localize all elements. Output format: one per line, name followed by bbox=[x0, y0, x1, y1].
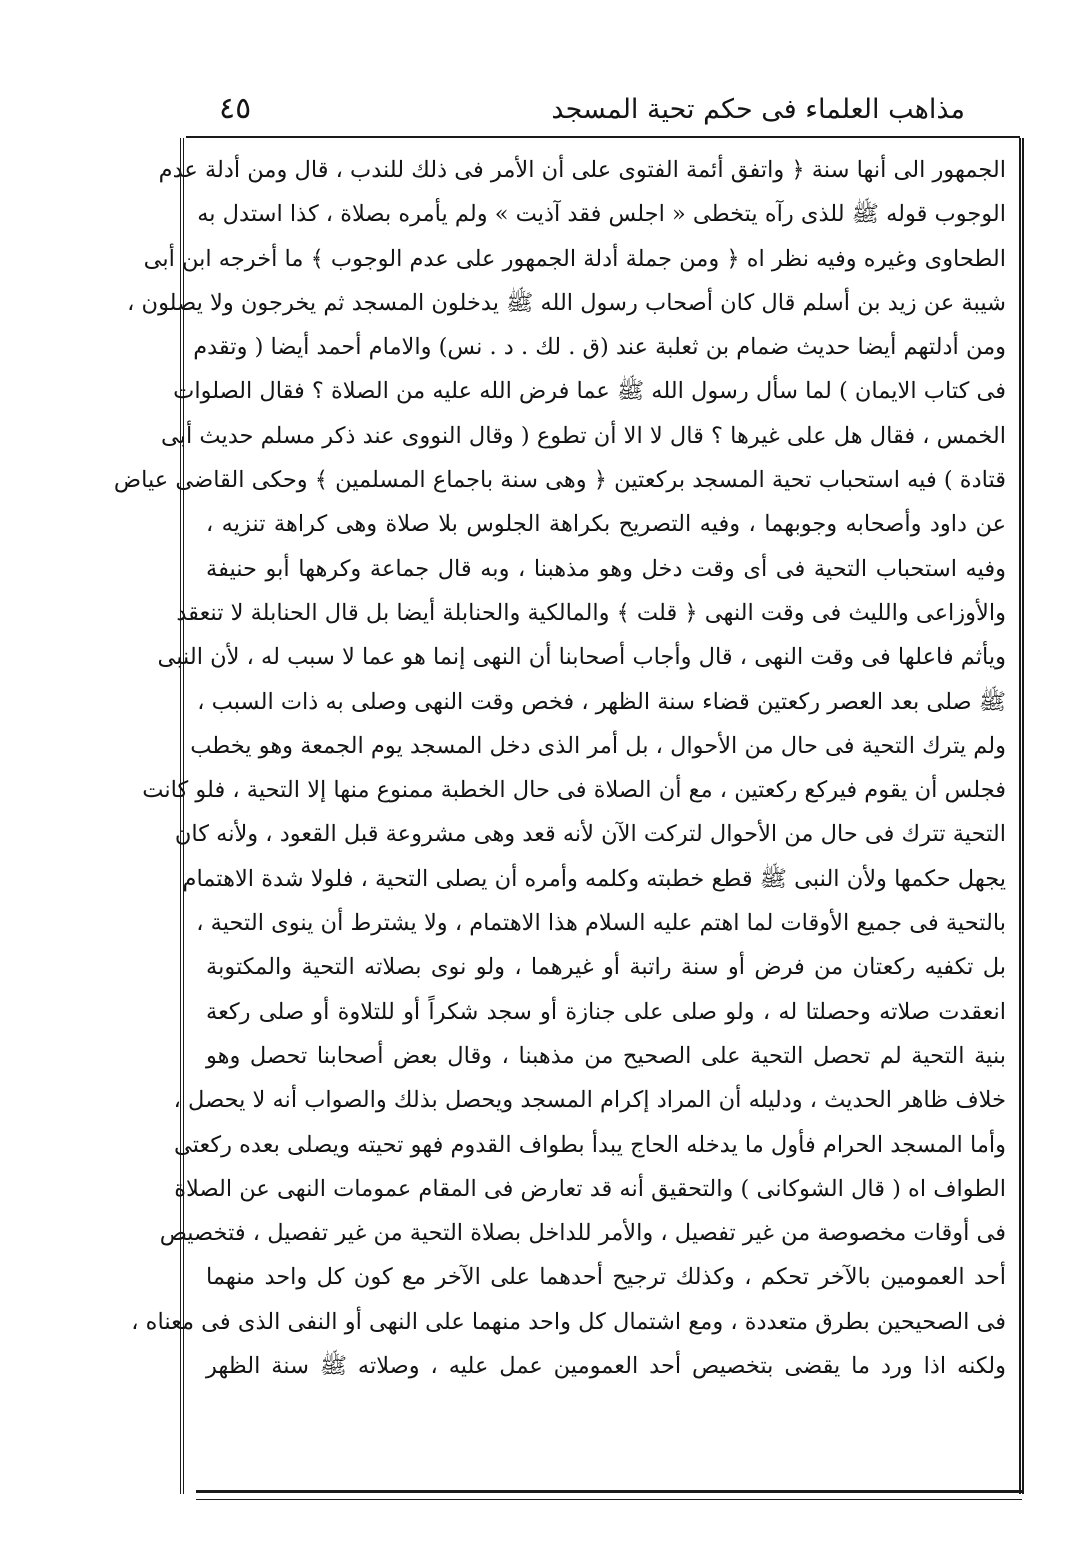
text-line: التحية تترك فى حال من الأحوال لتركت الآن لأنه قعد وهى مشروعة قبل القعود ، ولأنه كان bbox=[174, 821, 1006, 848]
text-line: يجهل حكمها ولأن النبى ﷺ قطع خطبته وكلمه وأمره أن يصلى التحية ، فلولا شدة الاهتمام bbox=[182, 865, 1006, 892]
text-line: وفيه استحباب التحية فى أى وقت دخل وهو مذهبنا ، وبه قال جماعة وكرهها أبو حنيفة bbox=[206, 555, 1006, 582]
text-line: فى الصحيحين بطرق متعددة ، ومع اشتمال كل واحد منهما على النهى أو النفى الذى فى معناه ، bbox=[131, 1308, 1006, 1335]
text-line: شيبة عن زيد بن أسلم قال كان أصحاب رسول الله ﷺ يدخلون المسجد ثم يخرجون ولا يصلون ، bbox=[127, 289, 1006, 316]
text-line: بالتحية فى جميع الأوقات لما اهتم عليه السلام هذا الاهتمام ، ولا يشترط أن ينوى التحية ، bbox=[196, 910, 1006, 937]
running-title: مذاهب العلماء فى حكم تحية المسجد bbox=[551, 94, 965, 125]
text-line: عن داود وأصحابه وجوبهما ، وفيه التصريح بكراهة الجلوس بلا صلاة وهى كراهة تنزيه ، bbox=[206, 511, 1006, 538]
text-line: انعقدت صلاته وحصلتا له ، ولو صلى على جنازة أو سجد شكراً أو للتلاوة أو صلى ركعة bbox=[206, 998, 1006, 1025]
text-line: فى أوقات مخصوصة من غير تفصيل ، والأمر للداخل بصلاة التحية من غير تفصيل ، فتخصيص bbox=[159, 1220, 1006, 1247]
text-line: خلاف ظاهر الحديث ، ودليله أن المراد إكرام المسجد ويحصل بذلك والصواب أنه لا يحصل ، bbox=[173, 1087, 1006, 1114]
main-text-block bbox=[113, 148, 1006, 1433]
text-line: ويأثم فاعلها فى وقت النهى ، قال وأجاب أصحابنا أن النهى إنما هو عما لا سبب له ، لأن النبى bbox=[157, 644, 1006, 671]
text-line: الجمهور الى أنها سنة ﴿ واتفق أئمة الفتوى على أن الأمر فى ذلك للندب ، قال ومن أدلة عدم bbox=[158, 157, 1006, 183]
text-line: فجلس أن يقوم فيركع ركعتين ، مع أن الصلاة فى حال الخطبة ممنوع منها إلا التحية ، فلو كانت bbox=[142, 777, 1006, 804]
text-line: الخمس ، فقال هل على غيرها ؟ قال لا الا أن تطوع ( وقال النووى عند ذكر مسلم حديث أبى bbox=[160, 422, 1006, 449]
page-number: ٤٥ bbox=[219, 91, 252, 126]
text-line: الوجوب قوله ﷺ للذى رآه يتخطى « اجلس فقد آذيت » ولم يأمره بصلاة ، كذا استدل به bbox=[197, 201, 1006, 228]
page-header bbox=[205, 88, 985, 132]
text-line: وأما المسجد الحرام فأول ما يدخله الحاج يبدأ بطواف القدوم فهو تحيته ويصلى بعده ركعتى bbox=[174, 1131, 1006, 1158]
text-line bbox=[206, 1388, 1006, 1432]
text-line: أحد العمومين بالآخر تحكم ، وكذلك ترجيح أحدهما على الآخر مع كون كل واحد منهما bbox=[206, 1264, 1006, 1291]
text-line: الطحاوى وغيره وفيه نظر اه ﴿ ومن جملة أدلة الجمهور على عدم الوجوب ﴾ ما أخرجه ابن أبى bbox=[143, 245, 1006, 272]
text-line: ولكنه اذا ورد ما يقضى بتخصيص أحد العمومين عمل عليه ، وصلاته ﷺ سنة الظهر bbox=[206, 1353, 1006, 1380]
text-line: بل تكفيه ركعتان من فرض أو سنة راتبة أو غيرهما ، ولو نوى بصلاته التحية والمكتوبة bbox=[206, 954, 1006, 981]
text-line: بنية التحية لم تحصل التحية على الصحيح من مذهبنا ، وقال بعض أصحابنا تحصل وهو bbox=[206, 1042, 1006, 1069]
bottom-rule bbox=[196, 1490, 1022, 1500]
text-line: ومن أدلتهم أيضا حديث ضمام بن ثعلبة عند (ق . لك . د . نس) والامام أحمد أيضا ( وتقدم bbox=[193, 334, 1006, 361]
text-line: فى كتاب الايمان ) لما سأل رسول الله ﷺ عما فرض الله عليه من الصلاة ؟ فقال الصلوات bbox=[173, 378, 1006, 405]
text-line: والأوزاعى والليث فى وقت النهى ﴿ قلت ﴾ والمالكية والحنابلة أيضا بل قال الحنابلة لا تنعقد bbox=[176, 599, 1006, 626]
text-line: ﷺ صلى بعد العصر ركعتين قضاء سنة الظهر ، فخص وقت النهى وصلى به ذات السبب ، bbox=[197, 688, 1006, 715]
text-line: الطواف اه ( قال الشوكانى ) والتحقيق أنه قد تعارض فى المقام عمومات النهى عن الصلاة bbox=[174, 1175, 1006, 1202]
text-line: ولم يترك التحية فى حال من الأحوال ، بل أمر الذى دخل المسجد يوم الجمعة وهو يخطب bbox=[190, 732, 1006, 759]
text-line: قتادة ) فيه استحباب تحية المسجد بركعتين ﴿ وهى سنة باجماع المسلمين ﴾ وحكى القاضى عياض bbox=[113, 467, 1006, 494]
